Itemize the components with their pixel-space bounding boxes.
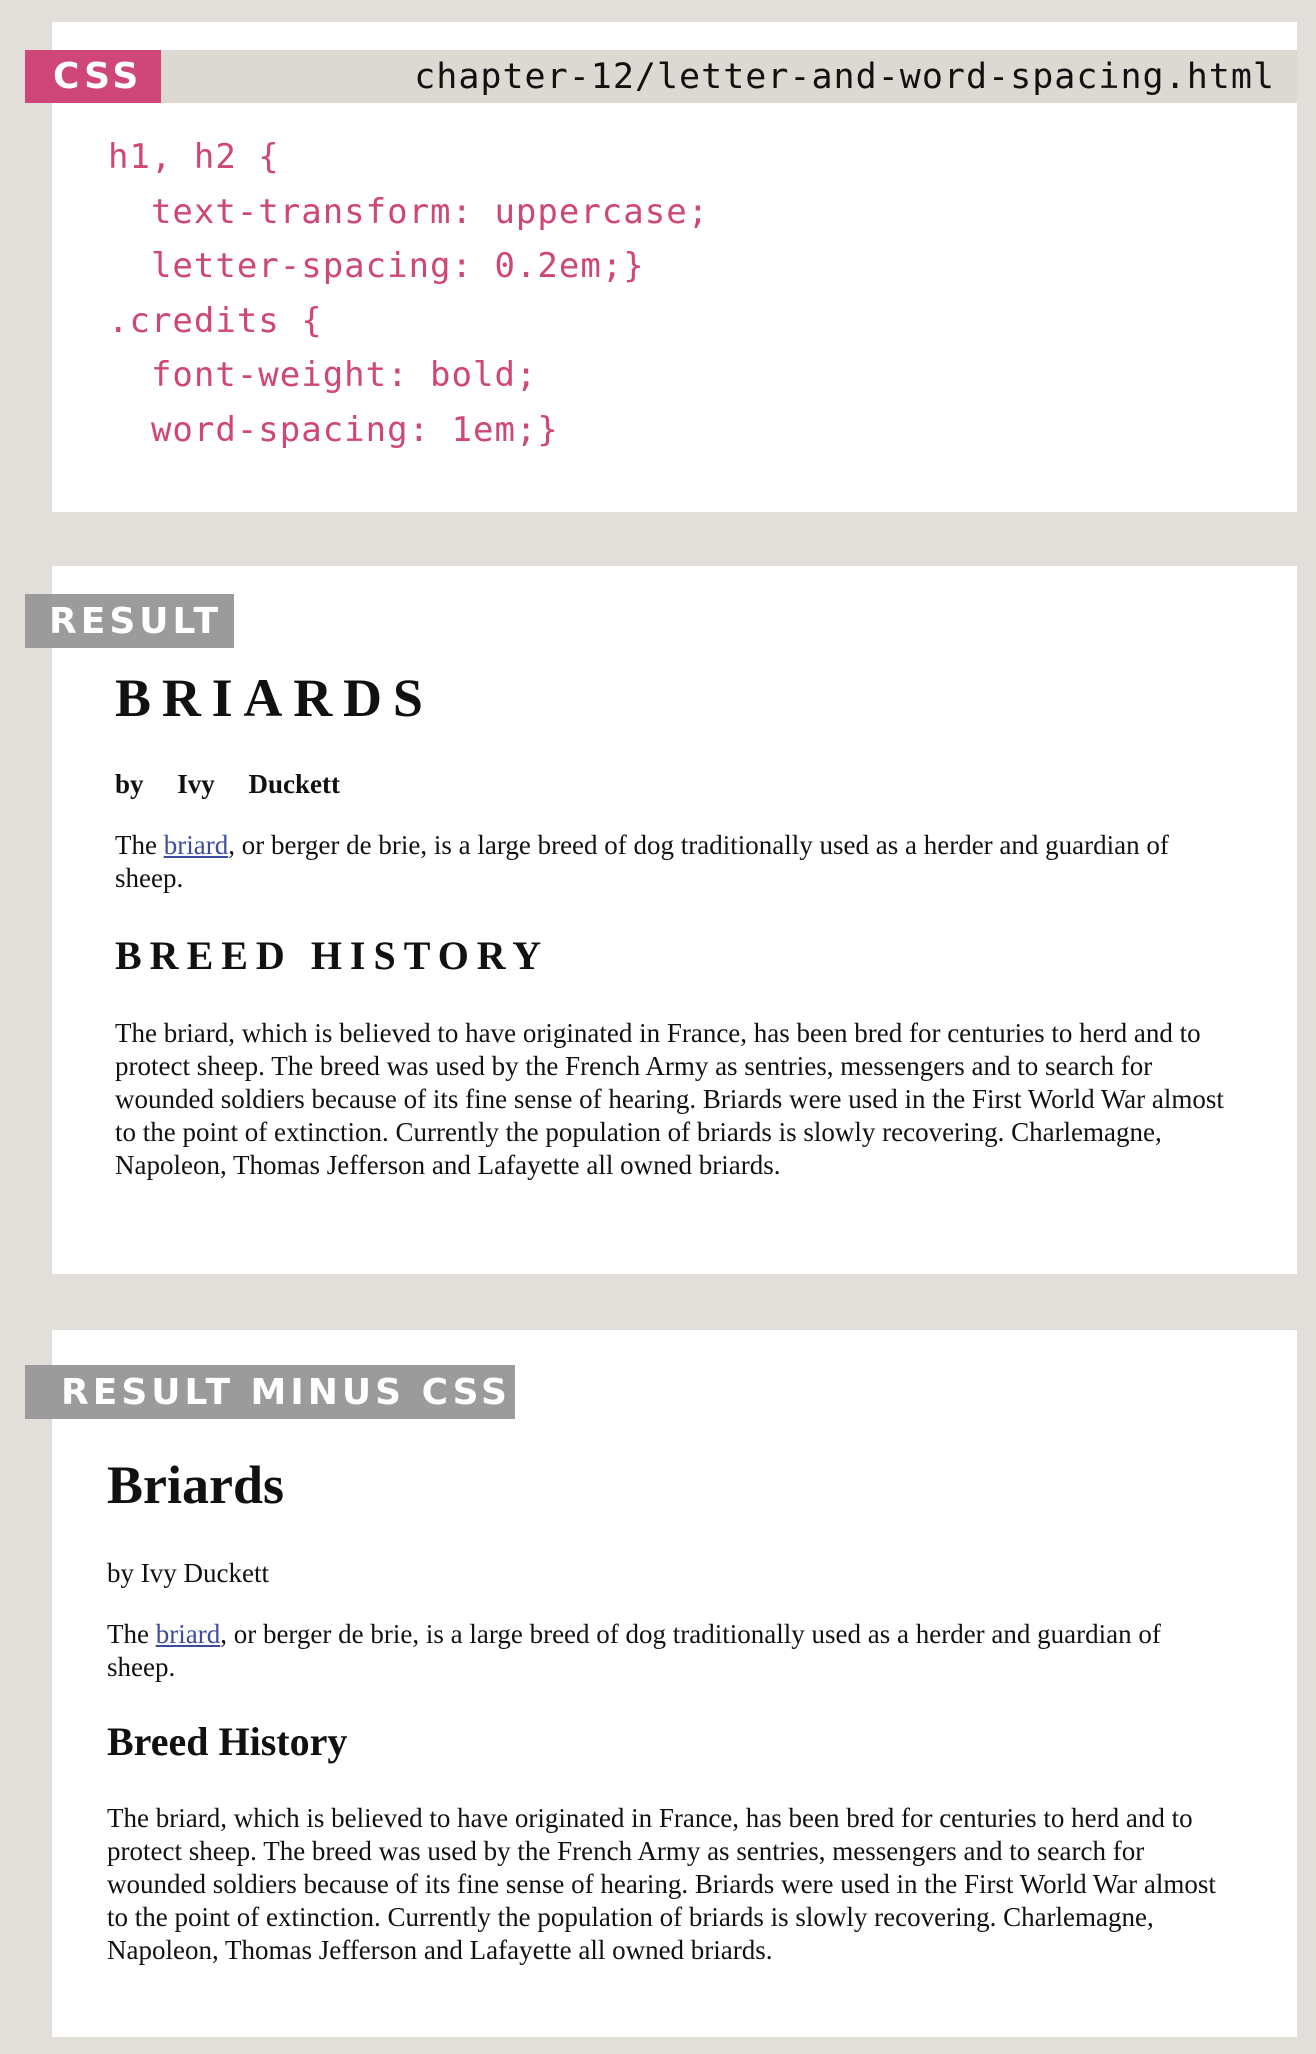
page-heading: BRIARDS <box>115 668 434 728</box>
plain-document <box>107 1453 1237 1967</box>
briard-link[interactable]: briard <box>155 1619 221 1649</box>
page-heading: Briards <box>107 1455 285 1515</box>
intro-paragraph <box>107 1618 1232 1684</box>
intro-text-start: The <box>107 1619 156 1649</box>
credits-byline: by Ivy Duckett <box>107 1558 269 1588</box>
history-paragraph: The briard, which is believed to have originated in France, has been bred for centuries to herd and to protect sheep. The breed was used by the French Army as sentries, messengers and to search for wounded soldiers because of its fine sense of hearing. Briards were used in the First World War almost to the point of extinction. Currently the population of briards is slowly recovering. Charlemagne, Napoleon, Thomas Jefferson and Lafayette all owned briards. <box>115 1018 1224 1180</box>
result-tab-label: RESULT <box>25 594 234 648</box>
credits-byline: by Ivy Duckett <box>115 769 341 799</box>
section-heading: Breed History <box>107 1719 348 1764</box>
intro-paragraph <box>115 829 1240 895</box>
intro-text-start: The <box>115 830 164 860</box>
styled-document <box>115 666 1245 1182</box>
section-heading: BREED HISTORY <box>115 933 550 978</box>
code-line: .credits { <box>108 300 323 341</box>
result-minus-css-tab-label: RESULT MINUS CSS <box>25 1365 515 1419</box>
code-block <box>108 130 709 457</box>
filename-bar <box>161 50 1297 103</box>
code-line: h1, h2 { <box>108 137 280 177</box>
intro-text-end: , or berger de brie, is a large breed of dog traditionally used as a herder and guardian of sheep. <box>115 830 1169 893</box>
code-line: font-weight: bold; <box>108 355 538 395</box>
briard-link[interactable]: briard <box>163 830 229 860</box>
intro-text-end: , or berger de brie, is a large breed of dog traditionally used as a herder and guardian of sheep. <box>107 1619 1161 1682</box>
code-line: text-transform: uppercase; <box>108 191 710 232</box>
code-line: word-spacing: 1em;} <box>108 409 559 450</box>
history-paragraph: The briard, which is believed to have originated in France, has been bred for centuries to herd and to protect sheep. The breed was used by the French Army as sentries, messengers and to search for wounded soldiers because of its fine sense of hearing. Briards were used in the First World War almost to the point of extinction. Currently the population of briards is slowly recovering. Charlemagne, Napoleon, Thomas Jefferson and Lafayette all owned briards. <box>107 1803 1216 1965</box>
css-tab-label: CSS <box>25 50 161 103</box>
filename: chapter-12/letter-and-word-spacing.html <box>414 56 1275 97</box>
code-line: letter-spacing: 0.2em;} <box>108 246 645 286</box>
